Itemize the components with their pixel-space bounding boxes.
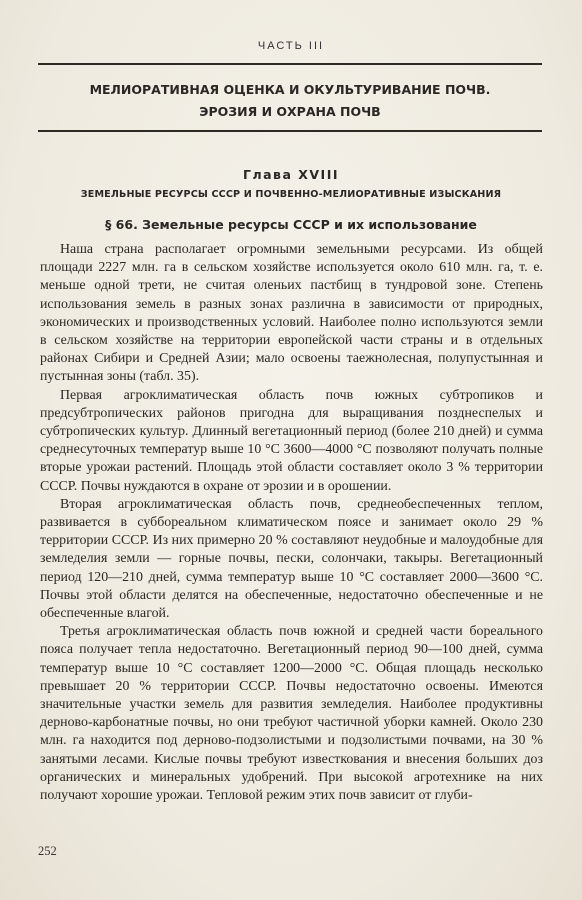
paragraph: Вторая агроклиматическая область почв, среднеобеспеченных теплом, развивается в суббореальном климатическом поясе и занимает около 29 % территории СССР. Из них примерно 20 % составляют неудобные и малоудобные для земледелия земли — горные почвы, пески, солончаки, такыры. Вегетационный период 120—210 дней, сумма температур выше 10 °С составляет 2000—3600 °С. Почвы этой области делятся на обеспеченные, недостаточно обеспеченные и не обеспеченные влагой. <box>40 496 543 622</box>
paragraph: Третья агроклиматическая область почв южной и средней части бореального пояса получает тепла недостаточно. Вегетационный период 90—100 дней, сумма температур выше 10 °С составляет 1200—2000 °С. Общая площадь несколько превышает 20 % территории СССР. Почвы недостаточно освоены. Имеются значительные участки земель для развития земледелия. Наиболее продуктивны дерново-карбонатные почвы, но они требуют частичной уборки камней. Около 230 млн. га находится под дерново-подзолистыми и подзолистыми почвами, на 30 % занятыми лесами. Кислые почвы требуют известкования и внесения больших доз органических и минеральных удобрений. При высокой агротехнике на них получают хорошие урожаи. Тепловой режим этих почв зависит от глуби- <box>40 624 543 804</box>
bottom-rule <box>38 130 542 132</box>
part-title-line-2: ЭРОЗИЯ И ОХРАНА ПОЧВ <box>199 104 381 119</box>
paragraph: Первая агроклиматическая область почв южных субтропиков и предсубтропических районов пригодна для выращивания позднеспелых и субтропических культур. Длинный вегетационный период (более 210 дней) и сумма среднесуточных температур выше 10 °С 3600—4000 °С позволяют получать полные вторые урожаи растений. Площадь этой области составляет около 3 % территории СССР. Почвы нуждаются в охране от эрозии и в орошении. <box>40 387 543 494</box>
part-title-line-1: МЕЛИОРАТИВНАЯ ОЦЕНКА И ОКУЛЬТУРИВАНИЕ ПОЧВ. <box>89 82 491 97</box>
page-number: 252 <box>38 844 57 858</box>
part-title <box>40 79 540 123</box>
part-label: ЧАСТЬ III <box>257 40 325 52</box>
chapter-label: Глава XVIII <box>242 167 340 182</box>
chapter-title: ЗЕМЕЛЬНЫЕ РЕСУРСЫ СССР И ПОЧВЕННО-МЕЛИОРАТИВНЫЕ ИЗЫСКАНИЯ <box>80 189 502 200</box>
body-text <box>40 241 543 805</box>
top-rule <box>38 63 542 65</box>
section-title: § 66. Земельные ресурсы СССР и их использование <box>105 217 477 232</box>
paragraph: Наша страна располагает огромными земельными ресурсами. Из общей площади 2227 млн. га в сельском хозяйстве используется около 610 млн. га, т. е. меньше одной трети, не считая оленьих пастбищ в тундровой зоне. Степень использования земель в разных зонах различна в зависимости от природных, экономических и производственных условий. Наиболее полно используются земли в сельском хозяйстве на территории европейской части страны и в отдельных районах Сибири и Средней Азии; мало освоены таежнолесная, полупустынная и пустынная зоны (табл. 35). <box>40 242 543 385</box>
